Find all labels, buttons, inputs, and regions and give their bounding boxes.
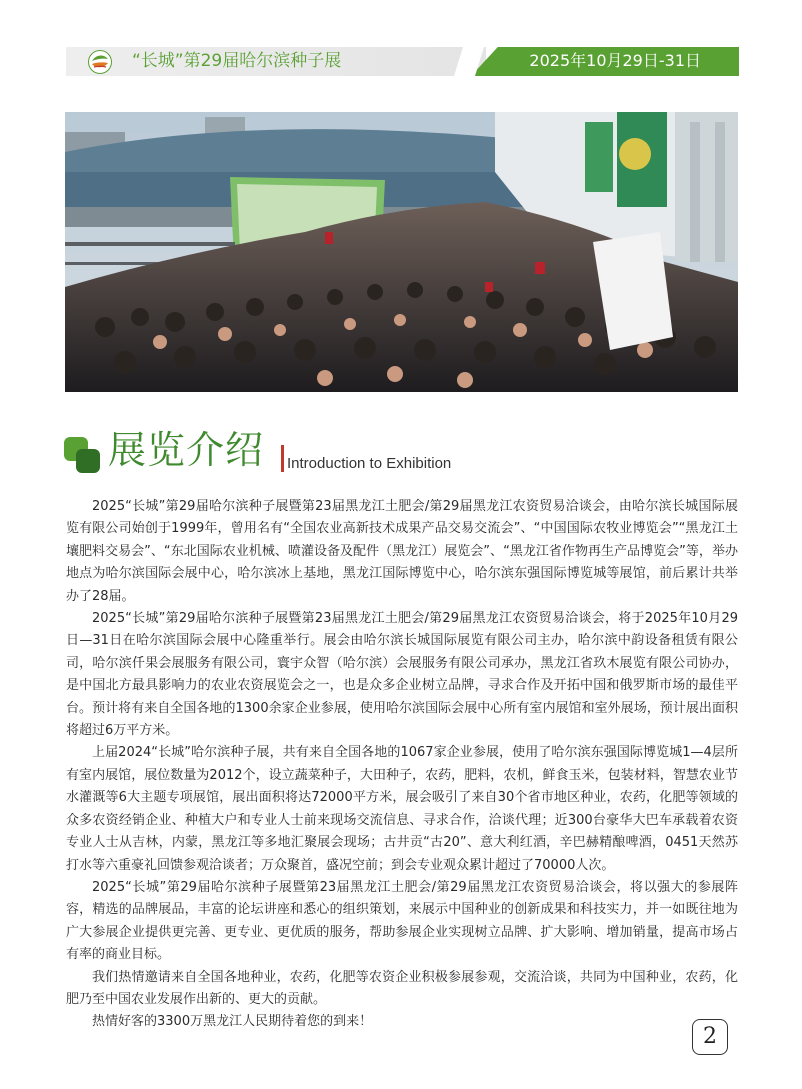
paragraph: 2025“长城”第29届哈尔滨种子展暨第23届黑龙江土肥会/第29届黑龙江农资贸易洽谈会，由哈尔滨长城国际展览有限公司始创于1999年，曾用名有“全国农业高新技术成果产品交易交流会”、“中国国际农牧业博览会”“黑龙江土壤肥料交易会”、“东北国际农业机械、喷灌设备及配件（黑龙江）展览会”、“黑龙江省作物再生产品博览会”等，举办地点为哈尔滨国际会展中心，哈尔滨冰上基地，黑龙江国际博览中心，哈尔滨东强国际博览城等展馆，前后累计共举办了28届。 xyxy=(66,499,738,604)
section-heading-icon xyxy=(64,437,102,475)
paragraph: 上届2024“长城”哈尔滨种子展，共有来自全国各地的1067家企业参展，使用了哈尔滨东强国际博览城1—4层所有室内展馆，展位数量为2012个，设立蔬菜种子，大田种子，农药，肥料，农机，鲜食玉米，包装材料，智慧农业节水灌溉等6大主题专项展馆，展出面积将达72000平方米，展会吸引了来自30个省市地区种业，农药，化肥等领域的众多农资经销企业、种植大户和专业人士前来现场交流信息、寻求合作，洽谈代理；近300台豪华大巴车承载着农资专业人士从吉林，内蒙，黑龙江等多地汇聚展会现场；古井贡“古20”、意大利红酒，辛巴赫精酿啤酒，0451天然苏打水等六重豪礼回馈参观洽谈者；万众聚首，盛况空前；到会专业观众累计超过了70000人次。 xyxy=(66,745,738,873)
paragraph: 热情好客的3300万黑龙江人民期待着您的到来！ xyxy=(92,1014,373,1030)
paragraph: 我们热情邀请来自全国各地种业，农药，化肥等农资企业积极参展参观，交流洽谈，共同为中国种业，农药，化肥乃至中国农业发展作出新的、更大的贡献。 xyxy=(66,969,738,1007)
paragraph: 2025“长城”第29届哈尔滨种子展暨第23届黑龙江土肥会/第29届黑龙江农资贸易洽谈会，将以强大的参展阵容，精选的品牌展品，丰富的论坛讲座和悉心的组织策划，来展示中国种业的创新成果和科技实力，并一如既往地为广大参展企业提供更完善、更专业、更优质的服务，帮助参展企业实现树立品牌、扩大影响、增加销量，提高市场占有率的商业目标。 xyxy=(66,879,738,963)
crowd-scene-image xyxy=(65,112,738,392)
leaf-logo-icon xyxy=(88,50,112,74)
banner-date: 2025年10月29日-31日 xyxy=(529,51,701,70)
page-number: 2 xyxy=(692,1019,728,1055)
header-banner xyxy=(66,47,739,76)
banner-title: “长城”第29届哈尔滨种子展 xyxy=(132,51,342,71)
introduction-body xyxy=(66,496,738,1034)
section-title-divider xyxy=(281,445,284,472)
section-title-en: Introduction to Exhibition xyxy=(287,455,452,472)
exhibition-crowd-photo xyxy=(65,112,738,392)
paragraph: 2025“长城”第29届哈尔滨种子展暨第23届黑龙江土肥会/第29届黑龙江农资贸易洽谈会，将于2025年10月29日—31日在哈尔滨国际会展中心隆重举行。展会由哈尔滨长城国际展览有限公司主办，哈尔滨中韵设备租赁有限公司，哈尔滨仟果会展服务有限公司，寰宇众智（哈尔滨）会展服务有限公司承办，黑龙江省玖木展览有限公司协办，是中国北方最具影响力的农业农资展览会之一，也是众多企业树立品牌，寻求合作及开拓中国和俄罗斯市场的最佳平台。预计将有来自全国各地的1300余家企业参展，使用哈尔滨国际会展中心所有室内展馆和室外展场，预计展出面积将超过6万平方米。 xyxy=(66,611,738,739)
section-title-cn: 展览介绍 xyxy=(108,428,265,472)
